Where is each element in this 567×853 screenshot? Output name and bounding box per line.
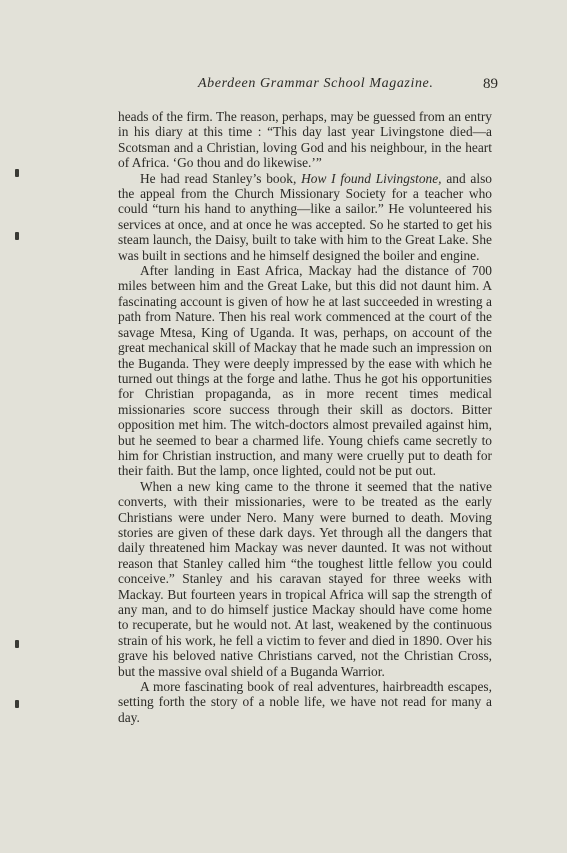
paragraph: heads of the firm. The reason, perhaps, may be guessed from an entry in his diary at this time : “This day last year Livingstone died—a Scotsman and a Christian, loving God and his neighbour, in the heart of Africa. ‘Go thou and do likewise.’” [118,109,492,171]
paragraph [118,171,492,263]
page-header [118,76,498,96]
paragraph: When a new king came to the throne it seemed that the native converts, with their missionaries, were to be treated as the early Christians were under Nero. Many were burned to death. Moving stories are given of these dark days. Yet through all the dangers that daily threatened him Mackay was never daunted. It was not without reason that Stanley called him “the toughest little fellow you could conceive.” Stanley and his caravan stayed for three weeks with Mackay. But fourteen years in tropical Africa will sap the strength of any man, and to do himself justice Mackay should have come home to recuperate, but he would not. At last, weakened by the continuous strain of his work, he fell a victim to fever and died in 1890. Over his grave his beloved native Christians carved, not the Christian Cross, but the massive oval shield of a Buganda Warrior. [118,478,492,679]
running-head: Aberdeen Grammar School Magazine. [198,76,434,91]
book-title: How I found Livingstone, [301,170,442,186]
binding-hole [15,700,19,708]
paragraph: After landing in East Africa, Mackay had the distance of 700 miles between him and the Great Lake, but this did not daunt him. A fascinating account is given of how he at last succeeded in wresting a path from Nature. Then his real work commenced at the court of the savage Mtesa, King of Uganda. It was, perhaps, on account of the great mechanical skill of Mackay that he made such an impression on the Buganda. They were deeply impressed by the ease with which he turned out things at the forge and lathe. Thus he got his opportunities for Christian propaganda, as in more recent times medical missionaries score success through their skill as doctors. Bitter opposition met him. The witch-doctors almost prevailed against him, but he seemed to bear a charmed life. Young chiefs came secretly to him for Christian instruction, and many were cruelly put to death for their faith. But the lamp, once lighted, could not be put out. [118,263,492,479]
binding-hole [15,169,19,177]
paragraph-text: and also the appeal from the Church Missionary Society for a teacher who could “turn his hand to anything—like a sailor.” He volunteered his services at once, and at once he was accepted. So he started to get his steam launch, the Daisy, built to take with him to the Great Lake. She was built in sections and he himself designed the boiler and engine. [118,170,493,263]
binding-hole [15,640,19,648]
article-body [118,109,492,725]
page-number: 89 [483,76,498,92]
paragraph-text: He had read Stanley’s book, [140,170,302,186]
paragraph: A more fascinating book of real adventures, hairbreadth escapes, setting forth the story of a noble life, we have not read for many a day. [118,679,492,725]
binding-hole [15,232,19,240]
